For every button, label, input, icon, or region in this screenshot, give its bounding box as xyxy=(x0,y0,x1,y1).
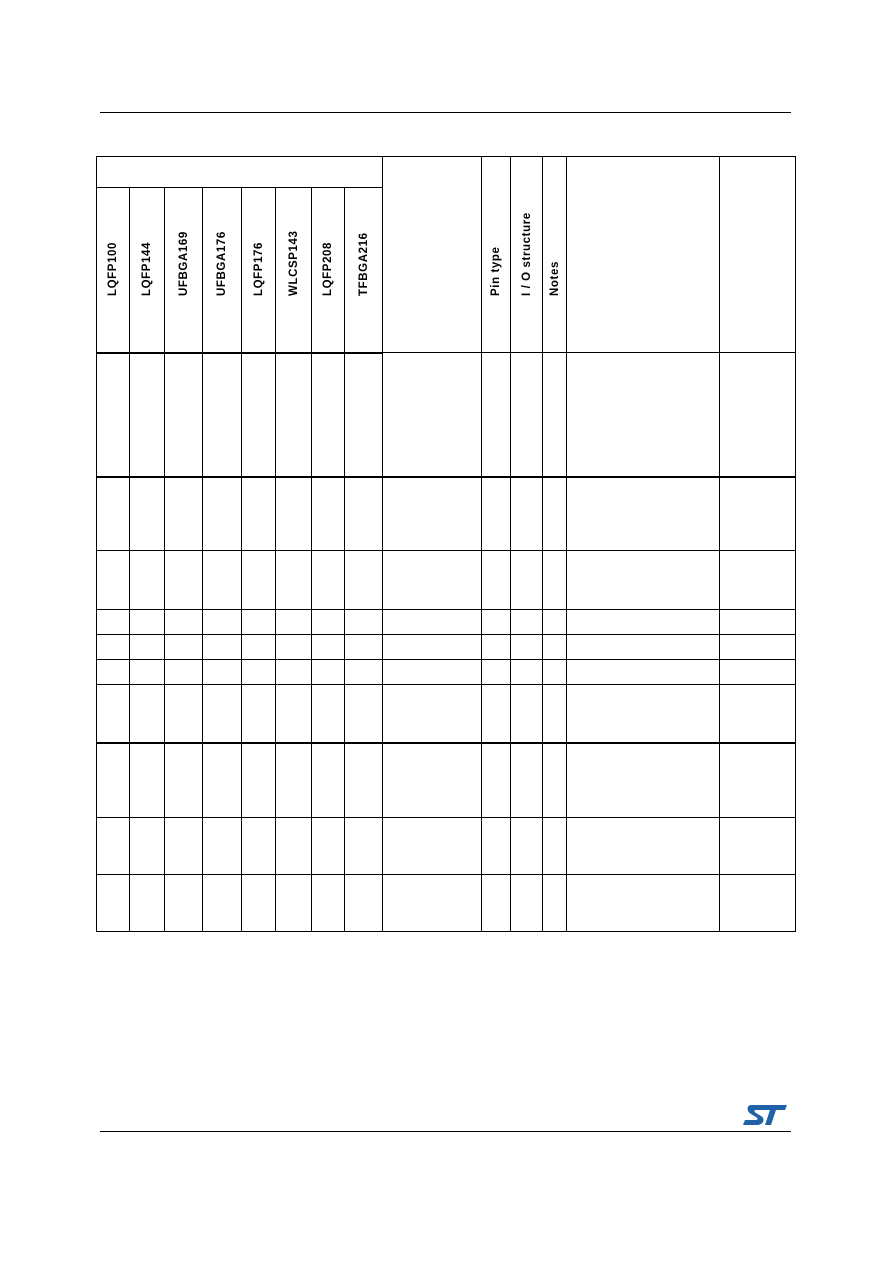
table-row xyxy=(97,875,796,932)
pin-type-header: Pin type xyxy=(482,157,511,353)
footer-rule xyxy=(100,1131,791,1132)
st-logo xyxy=(742,1103,788,1127)
package-header-wlcsp143: WLCSP143 xyxy=(276,188,312,353)
table-row xyxy=(97,353,796,477)
alternate-functions-header xyxy=(567,157,720,353)
package-header-ufbga169: UFBGA169 xyxy=(165,188,203,353)
notes-header: Notes xyxy=(543,157,567,353)
package-header-lqfp176: LQFP176 xyxy=(242,188,276,353)
table-row xyxy=(97,610,796,635)
table-row xyxy=(97,818,796,875)
package-header-ufbga176: UFBGA176 xyxy=(203,188,242,353)
table-row xyxy=(97,635,796,660)
header-rule xyxy=(100,112,791,113)
table-row xyxy=(97,477,796,551)
package-header-lqfp208: LQFP208 xyxy=(312,188,345,353)
package-header-tfbga216: TFBGA216 xyxy=(345,188,383,353)
io-structure-header: I / O structure xyxy=(511,157,543,353)
pin-number-group-header xyxy=(97,157,383,188)
additional-functions-header xyxy=(720,157,796,353)
package-header-lqfp100: LQFP100 xyxy=(97,188,130,353)
table-row xyxy=(97,743,796,818)
table-row xyxy=(97,551,796,610)
pin-name-header xyxy=(383,157,482,353)
table-row xyxy=(97,685,796,743)
package-header-lqfp144: LQFP144 xyxy=(130,188,165,353)
table-row xyxy=(97,660,796,685)
pin-definition-table xyxy=(96,156,796,932)
